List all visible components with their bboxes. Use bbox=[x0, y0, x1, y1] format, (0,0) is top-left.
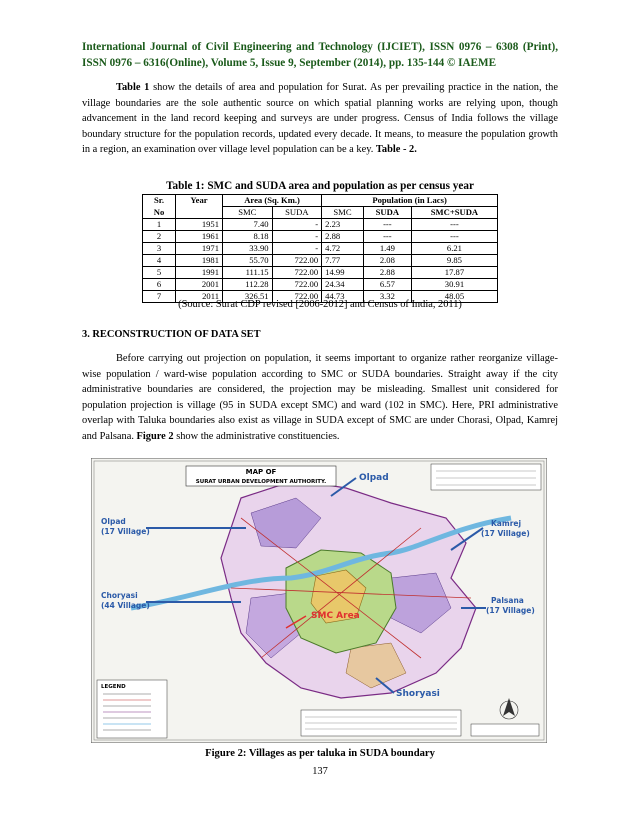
table-cell: 9.85 bbox=[411, 255, 497, 267]
table-cell: 2011 bbox=[176, 291, 223, 303]
table-cell: --- bbox=[411, 219, 497, 231]
table-cell: 2001 bbox=[176, 279, 223, 291]
table-cell: 2 bbox=[143, 231, 176, 243]
table-cell: 33.90 bbox=[223, 243, 273, 255]
table2-ref: Table - 2. bbox=[375, 144, 417, 156]
col-sr: Sr. bbox=[143, 195, 176, 207]
table-cell: - bbox=[272, 243, 322, 255]
table-cell: 5 bbox=[143, 267, 176, 279]
journal-header: International Journal of Civil Engineering and Technology (IJCIET), ISSN 0976 – 6308 (Print), ISSN 0976 – 6316(Online), Volume 5, Issue 9, September (2014), pp. 135-144 © IAEME bbox=[82, 41, 558, 69]
coordinates-box bbox=[431, 464, 541, 490]
table-cell: 4.72 bbox=[322, 243, 364, 255]
table-source: (Source: Surat CDP revised [2006-2012] and Census of India, 2011) bbox=[178, 299, 462, 310]
table-cell: 48.05 bbox=[411, 291, 497, 303]
table-cell: 44.73 bbox=[322, 291, 364, 303]
table-cell: 722.00 bbox=[272, 267, 322, 279]
table-row bbox=[143, 255, 498, 267]
table-row bbox=[143, 243, 498, 255]
label-palsana: Palsana bbox=[491, 596, 524, 605]
table-cell: 8.18 bbox=[223, 231, 273, 243]
table-cell: --- bbox=[411, 231, 497, 243]
table-caption: Table 1: SMC and SUDA area and population as per census year bbox=[166, 180, 474, 192]
table-cell: 6 bbox=[143, 279, 176, 291]
table-cell: 6.57 bbox=[363, 279, 411, 291]
table-cell: 1981 bbox=[176, 255, 223, 267]
table-cell: 30.91 bbox=[411, 279, 497, 291]
suda-map bbox=[91, 458, 547, 743]
table-cell: 14.99 bbox=[322, 267, 364, 279]
label-smc-area: SMC Area bbox=[311, 611, 360, 621]
map-subtitle: SURAT URBAN DEVELOPMENT AUTHORITY. bbox=[195, 479, 327, 485]
table-cell: 326.51 bbox=[223, 291, 273, 303]
area-population-table bbox=[142, 194, 498, 303]
table-cell: 111.15 bbox=[223, 267, 273, 279]
col-no: No bbox=[143, 207, 176, 219]
table-cell: 1991 bbox=[176, 267, 223, 279]
table-cell: 1951 bbox=[176, 219, 223, 231]
table-cell: 17.87 bbox=[411, 267, 497, 279]
table-row bbox=[143, 279, 498, 291]
section-heading: 3. RECONSTRUCTION OF DATA SET bbox=[82, 329, 261, 340]
figure2-ref: Figure 2 bbox=[136, 430, 174, 442]
table-cell: 722.00 bbox=[272, 291, 322, 303]
label-kamrej: Kamrej bbox=[491, 519, 522, 528]
label-choryasi-count: (44 Village) bbox=[101, 601, 150, 610]
legend-title: LEGEND bbox=[101, 684, 126, 690]
label-shoryasi: Shoryasi bbox=[396, 689, 440, 699]
table-cell: --- bbox=[363, 231, 411, 243]
paragraph-text: show the details of area and population for Surat. As per prevailing practice in the nation, the village boundaries are the sole authentic source on which spatial planning works are relying upon, though advancement in the land record keeping and surveys are under progress. Census of India follows the village boundary structure for the population records, updated every decade. It means, to measure the population growth in a region, an examination over village level population can be a key. bbox=[82, 82, 558, 156]
label-palsana-count: (17 Village) bbox=[486, 606, 535, 615]
table-cell: 1.49 bbox=[363, 243, 411, 255]
table-cell: 1971 bbox=[176, 243, 223, 255]
scale-box bbox=[471, 724, 539, 736]
table-cell: 3 bbox=[143, 243, 176, 255]
table-cell: 2.88 bbox=[322, 231, 364, 243]
table-cell: 1 bbox=[143, 219, 176, 231]
label-olpad-count: (17 Village) bbox=[101, 527, 150, 536]
table-cell: 7 bbox=[143, 291, 176, 303]
table-cell: 1961 bbox=[176, 231, 223, 243]
table-cell: - bbox=[272, 219, 322, 231]
table-cell: 2.08 bbox=[363, 255, 411, 267]
paragraph-text: Before carrying out projection on population, it seems important to organize rather reorganize village-wise population / ward-wise population according to SMC or SUDA boundaries. Straight away if the city administrative boundaries are considered, the projection may be misleading. Smallest unit considered for population projection is village (95 in SUDA except SMC) and ward (102 in SMC). Here, PRI administrative overlap with Taluka boundaries also exist as village in SUDA except of SMC are under Chorasi, Olpad, Kamrej and Palsana. bbox=[82, 353, 558, 442]
label-kamrej-count: (17 Village) bbox=[481, 529, 530, 538]
label-choryasi: Choryasi bbox=[101, 591, 138, 600]
paragraph-reconstruction bbox=[82, 351, 558, 445]
col-smc-area: SMC bbox=[223, 207, 273, 219]
table-cell: 7.77 bbox=[322, 255, 364, 267]
table-cell: 3.32 bbox=[363, 291, 411, 303]
col-smc-pop: SMC bbox=[322, 207, 364, 219]
label-olpad: Olpad bbox=[101, 517, 126, 526]
table-cell: 2.88 bbox=[363, 267, 411, 279]
label-olpad-top: Olpad bbox=[359, 473, 389, 483]
table-cell: --- bbox=[363, 219, 411, 231]
col-total-pop: SMC+SUDA bbox=[411, 207, 497, 219]
table-cell: 4 bbox=[143, 255, 176, 267]
col-suda-pop: SUDA bbox=[363, 207, 411, 219]
table-cell: 24.34 bbox=[322, 279, 364, 291]
table-cell: - bbox=[272, 231, 322, 243]
table-row bbox=[143, 267, 498, 279]
table-cell: 6.21 bbox=[411, 243, 497, 255]
col-population: Population (in Lacs) bbox=[322, 195, 498, 207]
table-row bbox=[143, 231, 498, 243]
table-cell: 2.23 bbox=[322, 219, 364, 231]
table-cell: 55.70 bbox=[223, 255, 273, 267]
table-cell: 722.00 bbox=[272, 279, 322, 291]
page-number: 137 bbox=[312, 766, 328, 777]
map-title: MAP OF bbox=[245, 468, 277, 476]
table-cell: 7.40 bbox=[223, 219, 273, 231]
col-year: Year bbox=[176, 195, 223, 219]
table1-ref: Table 1 bbox=[116, 82, 150, 93]
paragraph-table1 bbox=[82, 80, 558, 158]
table-row bbox=[143, 219, 498, 231]
col-suda-area: SUDA bbox=[272, 207, 322, 219]
figure-caption: Figure 2: Villages as per taluka in SUDA boundary bbox=[205, 748, 435, 759]
table-cell: 112.28 bbox=[223, 279, 273, 291]
col-area: Area (Sq. Km.) bbox=[223, 195, 322, 207]
table-cell: 722.00 bbox=[272, 255, 322, 267]
paragraph-tail: show the administrative constituencies. bbox=[173, 430, 340, 442]
